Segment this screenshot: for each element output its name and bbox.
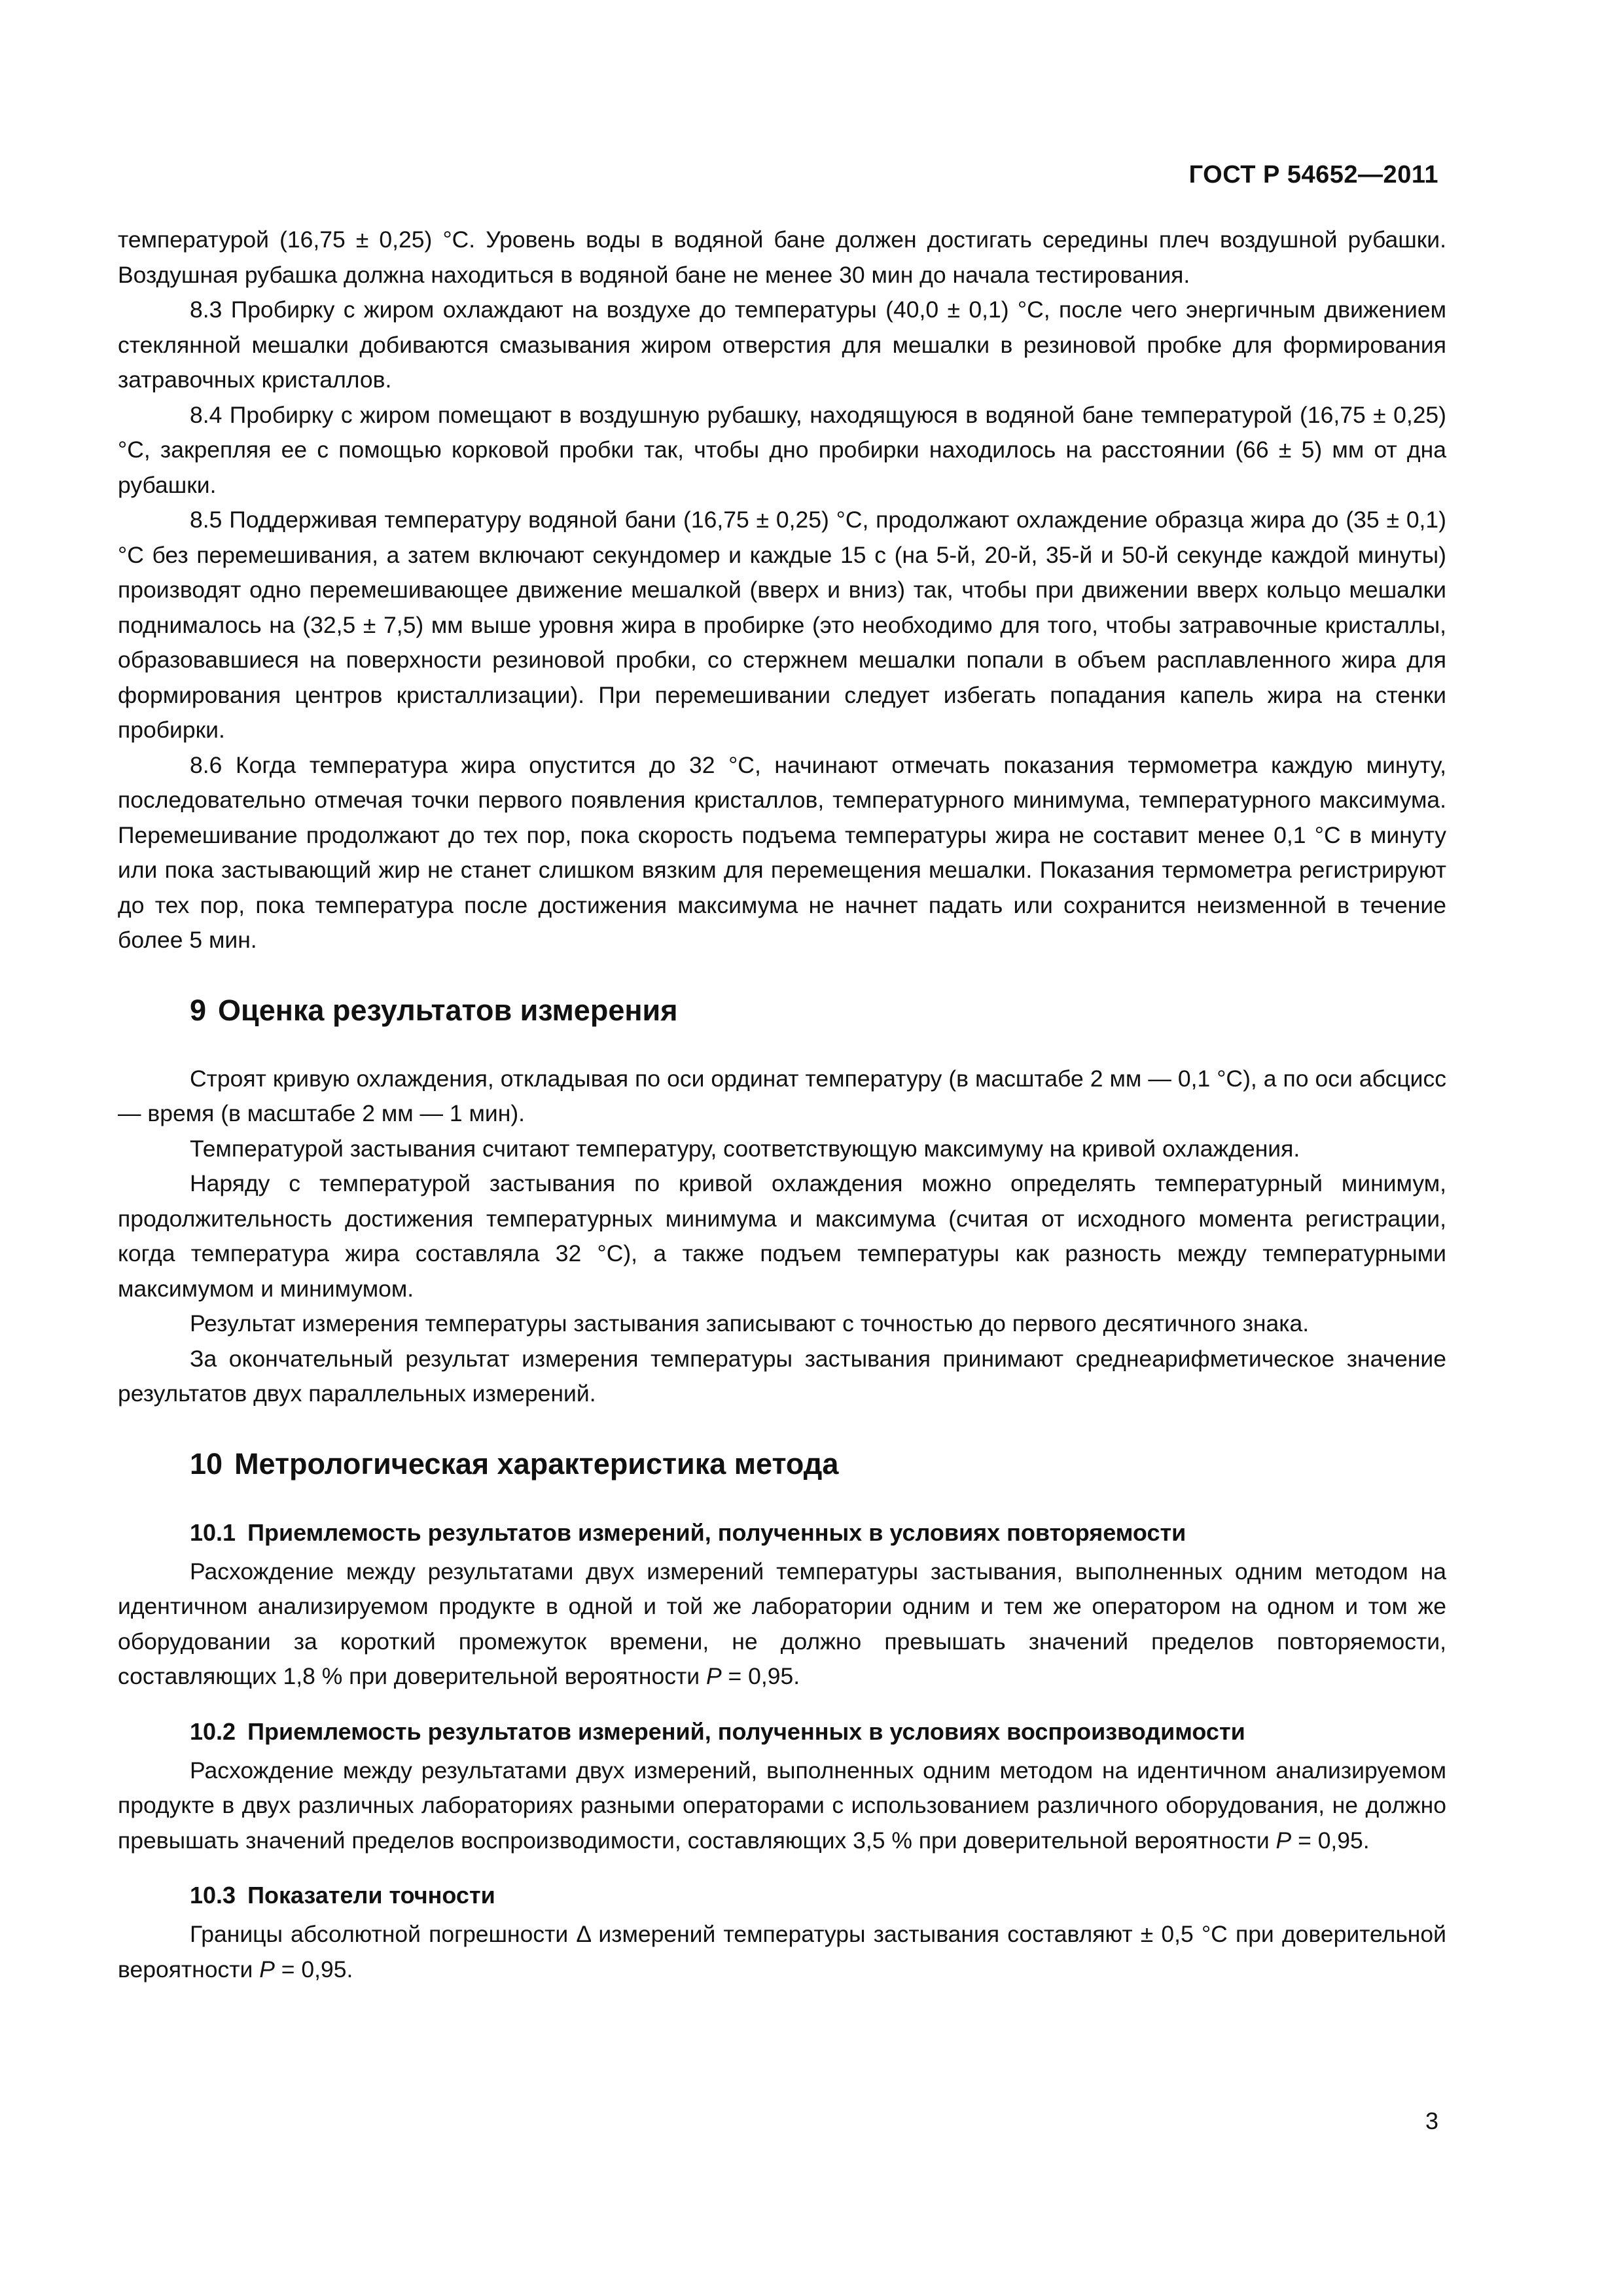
section-9-paragraph: За окончательный результат измерения температуры застывания принимают среднеарифметическое значение результатов двух параллельных измерений. bbox=[118, 1345, 1446, 1407]
page-number: 3 bbox=[1425, 2108, 1438, 2134]
section-10-heading bbox=[118, 1443, 1446, 1485]
section-9-paragraph: Наряду с температурой застывания по кривой охлаждения можно определять температурный минимум, продолжительность достижения температурных минимума и максимума (считая от исходного момента регистрации, когда температура жира составляла 32 °С), а также подъем температуры как разность между температурными максимумом и минимумом. bbox=[118, 1170, 1446, 1302]
text-run: = 0,95. bbox=[274, 1956, 353, 1982]
text-run: Расхождение между результатами двух измерений температуры застывания, выполненных одним методом на идентичном анализируемом продукте в одной и той же лаборатории одним и тем же оператором на одном и том же оборудовании за короткий промежуток времени, не должно превышать значений пределов повторяемости, составляющих 1,8 % при доверительной вероятности bbox=[118, 1558, 1446, 1689]
subsection-10-3-text bbox=[118, 1917, 1446, 1987]
subsection-10-1-number: 10.1 bbox=[190, 1518, 236, 1546]
subsection-10-2-number: 10.2 bbox=[190, 1717, 236, 1745]
section-10-title: Метрологическая характеристика метода bbox=[234, 1446, 839, 1480]
variable-p: P bbox=[259, 1956, 275, 1982]
paragraph-8-3: 8.3 Пробирку с жиром охлаждают на воздухе до температуры (40,0 ± 0,1) °С, после чего энергичным движением стеклянной мешалки добиваются смазывания жиром отверстия для мешалки в резиновой пробке для формирования затравочных кристаллов. bbox=[118, 296, 1446, 393]
subsection-10-3-heading bbox=[118, 1878, 1446, 1913]
subsection-10-1-title: Приемлемость результатов измерений, полученных в условиях повторяемости bbox=[247, 1518, 1186, 1546]
variable-p: P bbox=[705, 1663, 722, 1689]
paragraph-8-6: 8.6 Когда температура жира опустится до 32 °С, начинают отмечать показания термометра каждую минуту, последовательно отмечая точки первого появления кристаллов, температурного минимума, температурного максимума. Перемешивание продолжают до тех пор, пока скорость подъема температуры жира не составит менее 0,1 °С в минуту или пока застывающий жир не станет слишком вязким для перемещения мешалки. Показания термометра регистрируют до тех пор, пока температура после достижения максимума не начнет падать или сохранится неизменной в течение более 5 мин. bbox=[118, 751, 1446, 953]
subsection-10-2-title: Приемлемость результатов измерений, полученных в условиях воспроизводимости bbox=[247, 1717, 1245, 1745]
doc-code-header: ГОСТ Р 54652—2011 bbox=[1188, 161, 1438, 188]
subsection-10-3-number: 10.3 bbox=[190, 1882, 236, 1909]
section-9-paragraph: Температурой застывания считают температуру, соответствующую максимуму на кривой охлаждения. bbox=[190, 1135, 1300, 1162]
subsection-10-3-title: Показатели точности bbox=[247, 1882, 495, 1909]
variable-p: P bbox=[1275, 1827, 1292, 1854]
text-run: Расхождение между результатами двух измерений, выполненных одним методом на идентичном анализируемом продукте в двух различных лабораториях разными операторами с использованием различного оборудования, не должно превышать значений пределов воспроизводимости, составляющих 3,5 % при доверительной вероятности bbox=[118, 1757, 1446, 1854]
section-10-number: 10 bbox=[190, 1446, 223, 1480]
subsection-10-2-text bbox=[118, 1753, 1446, 1859]
paragraph-8-5: 8.5 Поддерживая температуру водяной бани (16,75 ± 0,25) °С, продолжают охлаждение образца жира до (35 ± 0,1) °С без перемешивания, а затем включают секундомер и каждые 15 с (на 5-й, 20-й, 35-й и 50-й секунде каждой минуты) производят одно перемешивающее движение мешалкой (вверх и вниз) так, чтобы при движении вверх кольцо мешалки поднималось на (32,5 ± 7,5) мм выше уровня жира в пробирке (это необходимо для того, чтобы затравочные кристаллы, образовавшиеся на поверхности резиновой пробки, со стержнем мешалки попали в объем расплавленного жира для формирования центров кристаллизации). При перемешивании следует избегать попадания капель жира на стенки пробирки. bbox=[118, 507, 1446, 743]
text-run: Границы абсолютной погрешности Δ измерений температуры застывания составляют ± 0,5 °С при доверительной вероятности bbox=[118, 1921, 1446, 1982]
text-run: = 0,95. bbox=[721, 1663, 800, 1689]
section-9-number: 9 bbox=[190, 993, 207, 1027]
paragraph-8-4: 8.4 Пробирку с жиром помещают в воздушную рубашку, находящуюся в водяной бане температурой (16,75 ± 0,25) °С, закрепляя ее с помощью корковой пробки так, чтобы дно пробирки находилось на расстоянии (66 ± 5) мм от дна рубашки. bbox=[118, 401, 1446, 498]
subsection-10-1-text bbox=[118, 1554, 1446, 1695]
section-9-paragraph: Результат измерения температуры застывания записывают с точностью до первого десятичного знака. bbox=[190, 1310, 1310, 1336]
document-body bbox=[118, 223, 1446, 1987]
text-run: = 0,95. bbox=[1291, 1827, 1370, 1854]
paragraph-continuation: температурой (16,75 ± 0,25) °С. Уровень воды в водяной бане должен достигать середины плеч воздушной рубашки. Воздушная рубашка должна находиться в водяной бане не менее 30 мин до начала тестирования. bbox=[118, 226, 1446, 288]
section-9-heading bbox=[118, 990, 1446, 1031]
subsection-10-2-heading bbox=[118, 1714, 1446, 1749]
section-9-paragraph: Строят кривую охлаждения, откладывая по оси ординат температуру (в масштабе 2 мм — 0,1 °С), а по оси абсцисс — время (в масштабе 2 мм — 1 мин). bbox=[118, 1065, 1446, 1126]
section-9-title: Оценка результатов измерения bbox=[218, 993, 678, 1027]
subsection-10-1-heading bbox=[118, 1515, 1446, 1551]
